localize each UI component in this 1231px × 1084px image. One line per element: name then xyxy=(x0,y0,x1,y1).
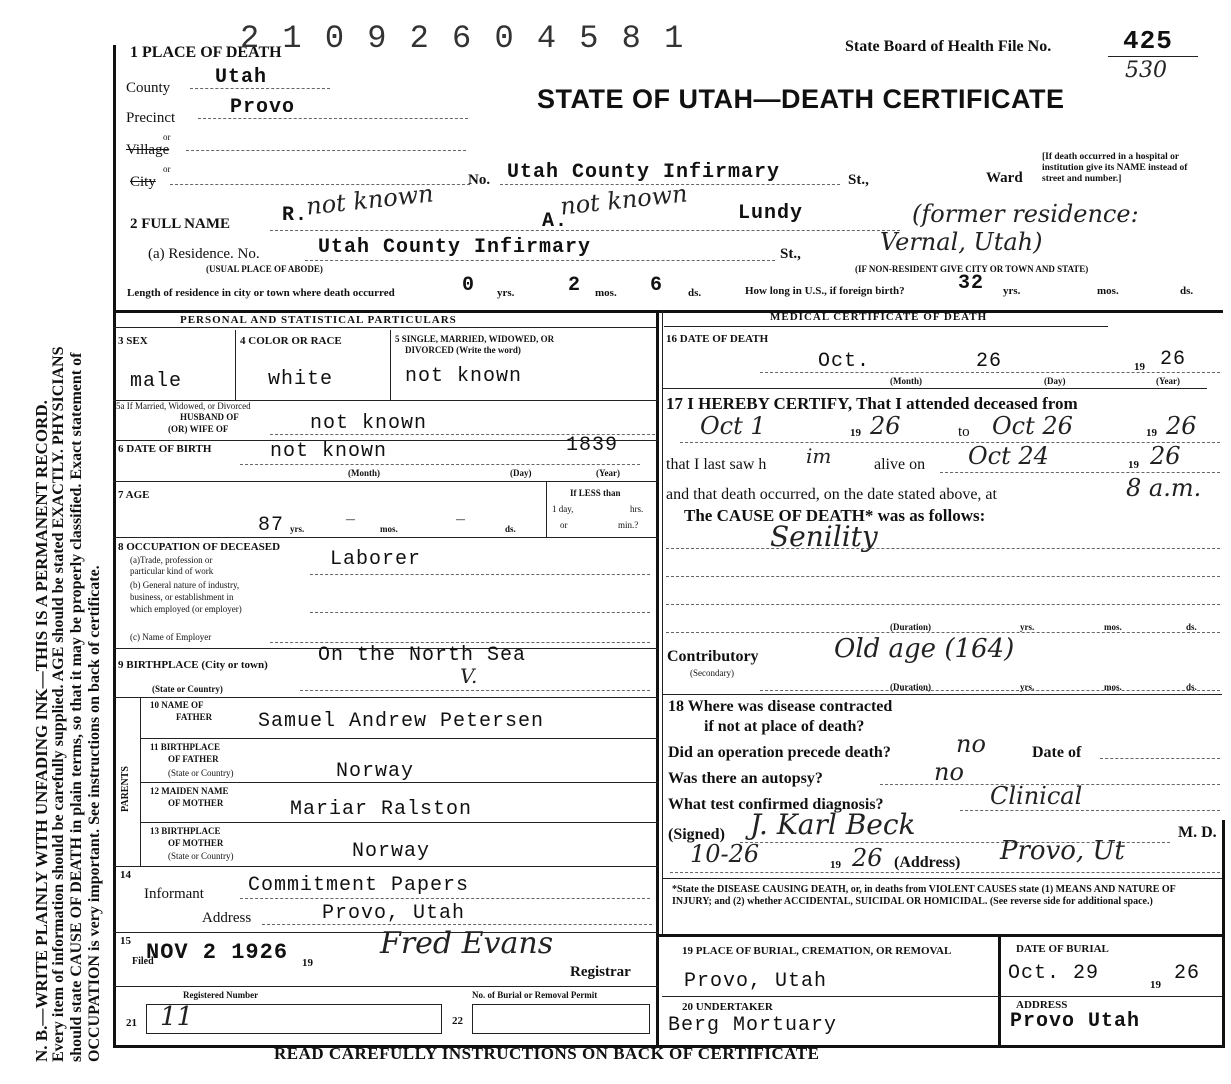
usual-abode-label: (USUAL PLACE OF ABODE) xyxy=(206,264,323,274)
spouse-label-1: 5a If Married, Widowed, or Divorced xyxy=(116,401,251,411)
file-no-label: State Board of Health File No. xyxy=(845,38,1052,55)
dob-day-label: (Day) xyxy=(510,468,532,478)
name-last: Lundy xyxy=(738,202,804,225)
mother-label-1: 12 MAIDEN NAME xyxy=(150,786,229,796)
n19c: 19 xyxy=(1128,459,1139,471)
certify-label: 17 I HEREBY CERTIFY, That I attended deceased from xyxy=(666,394,1078,413)
residence-st: St., xyxy=(780,246,801,262)
left-border xyxy=(113,45,116,1045)
spouse-label-3: (OR) WIFE OF xyxy=(168,424,229,434)
less-5: min.? xyxy=(618,520,639,530)
sex-label: 3 SEX xyxy=(118,335,148,347)
signed-year: 26 xyxy=(852,844,883,872)
howlong-label: How long in U.S., if foreign birth? xyxy=(745,285,905,297)
length-ds-l: ds. xyxy=(688,287,702,299)
burial-value: Provo, Utah xyxy=(684,970,828,993)
employer-label: (c) Name of Employer xyxy=(130,632,212,642)
name-middle: A. xyxy=(542,210,569,233)
nonresident-label: (IF NON-RESIDENT GIVE CITY OR TOWN AND STATE) xyxy=(855,264,1089,274)
autopsy-value: no xyxy=(934,758,964,786)
birthplace-value: On the North Sea xyxy=(318,644,527,667)
undertaker-address-label: ADDRESS xyxy=(1016,999,1068,1011)
sex-value: male xyxy=(130,370,183,393)
county-value: Utah xyxy=(215,66,268,89)
informant-address-value: Provo, Utah xyxy=(322,902,466,925)
n22: 22 xyxy=(452,1015,463,1027)
occ-label-3: particular kind of work xyxy=(130,566,214,576)
test-value: Clinical xyxy=(990,782,1083,810)
father-label-1: 10 NAME OF xyxy=(150,700,204,710)
side-instruction-2: Every item of information should be carefully supplied. AGE should be stated EXACTLY. PHYSICIANS xyxy=(50,346,67,1062)
dur2-mos: mos. xyxy=(1104,682,1122,692)
length-label: Length of residence in city or town where death occurred xyxy=(127,287,395,299)
or-1: or xyxy=(163,132,171,142)
last-saw-label: that I last saw h xyxy=(666,456,767,473)
dur1-yrs: yrs. xyxy=(1020,622,1035,632)
dob-label: 6 DATE OF BIRTH xyxy=(118,443,212,455)
occ-label-4: (b) General nature of industry, xyxy=(130,580,240,590)
registrar-label: Registrar xyxy=(570,964,631,980)
mother-birthplace-value: Norway xyxy=(352,840,431,863)
burial-label: 19 PLACE OF BURIAL, CREMATION, OR REMOVAL xyxy=(682,945,952,957)
less-4: or xyxy=(560,520,568,530)
attended-to: Oct 26 xyxy=(992,412,1073,440)
q18-label-1: 18 Where was disease contracted xyxy=(668,698,893,715)
medical-header: MEDICAL CERTIFICATE OF DEATH xyxy=(770,311,988,323)
n19d: 19 xyxy=(830,859,841,871)
place-street-value: Utah County Infirmary xyxy=(507,161,781,184)
birthplace-label: 9 BIRTHPLACE (City or town) xyxy=(118,659,268,671)
operation-date-label: Date of xyxy=(1032,744,1082,761)
birth-state-label: (State or Country) xyxy=(152,684,223,694)
cause-note: *State the DISEASE CAUSING DEATH, or, in deaths from VIOLENT CAUSES state (1) MEANS AND NATURE OF INJURY; and (2) whether ACCIDENTAL, SUICIDAL OR HOMICIDAL. (See reverse side for additional space.) xyxy=(672,884,1176,907)
city-label: City xyxy=(130,174,156,190)
name-first: R. xyxy=(282,204,309,227)
dob-month-label: (Month) xyxy=(348,468,380,478)
occ-label-1: 8 OCCUPATION OF DECEASED xyxy=(118,541,281,553)
to-label: to xyxy=(958,424,970,440)
dur2-yrs: yrs. xyxy=(1020,682,1035,692)
name-hand-1: not known xyxy=(304,179,435,221)
informant-label: Informant xyxy=(144,886,204,902)
spouse-label-2: HUSBAND OF xyxy=(180,412,239,422)
dod-day: 26 xyxy=(976,350,1003,373)
dob-year: 1839 xyxy=(566,434,619,457)
dob-value: not known xyxy=(270,440,388,463)
alive-on-year: 26 xyxy=(1150,442,1181,470)
street-no-label: No. xyxy=(468,172,491,188)
side-instruction-4: OCCUPATION is very important. See instructions on back of certificate. xyxy=(86,565,103,1062)
less-3: hrs. xyxy=(630,504,644,514)
footer-instructions: READ CAREFULLY INSTRUCTIONS ON BACK OF CERTIFICATE xyxy=(274,1044,820,1063)
dod-19: 19 xyxy=(1134,361,1145,373)
death-time: 8 a.m. xyxy=(1126,474,1202,502)
page-title: STATE OF UTAH—DEATH CERTIFICATE xyxy=(537,84,1065,114)
undertaker-address-value: Provo Utah xyxy=(1010,1010,1141,1033)
ward-label: Ward xyxy=(986,170,1023,186)
single-label-1: 5 SINGLE, MARRIED, WIDOWED, OR xyxy=(395,334,555,344)
or-2: or xyxy=(163,164,171,174)
signed-date: 10-26 xyxy=(690,840,760,868)
signed-address-value: Provo, Ut xyxy=(1000,836,1125,866)
side-instruction-1: N. B.—WRITE PLAINLY WITH UNFADING INK—THIS IS A PERMANENT RECORD. xyxy=(32,400,51,1062)
stamp-number: 2 1 0 9 2 6 0 4 5 8 1 xyxy=(240,20,686,57)
contributory-label: Contributory xyxy=(667,648,759,665)
dod-month-label: (Month) xyxy=(890,376,922,386)
mbirth-label-1: 13 BIRTHPLACE xyxy=(150,826,221,836)
ward-note: [If death occurred in a hospital or institution give its NAME instead of street and number.] xyxy=(1042,152,1188,184)
file-no-hand: 530 xyxy=(1125,58,1167,83)
informant-value: Commitment Papers xyxy=(248,874,470,897)
undertaker-value: Berg Mortuary xyxy=(668,1014,838,1037)
precinct-label: Precinct xyxy=(126,110,176,126)
attended-from: Oct 1 xyxy=(700,412,766,440)
us-yrs: 32 xyxy=(958,272,985,295)
informant-address-label: Address xyxy=(202,910,252,926)
operation-value: no xyxy=(956,730,986,758)
length-yrs-l: yrs. xyxy=(497,287,515,299)
spouse-value: not known xyxy=(310,412,428,435)
single-label-2: DIVORCED (Write the word) xyxy=(405,345,521,355)
us-ds-l: ds. xyxy=(1180,285,1194,297)
name-hand-3: (former residence: xyxy=(912,200,1139,228)
signed-label: (Signed) xyxy=(668,826,725,843)
dur1-mos: mos. xyxy=(1104,622,1122,632)
burial-year: 26 xyxy=(1174,962,1201,985)
attended-to-year: 26 xyxy=(1166,412,1197,440)
age-dash-2: — xyxy=(456,514,465,524)
less-2: 1 day, xyxy=(552,504,574,514)
dod-month: Oct. xyxy=(818,350,871,373)
personal-header: PERSONAL AND STATISTICAL PARTICULARS xyxy=(180,314,457,326)
birth-hand: V. xyxy=(460,664,478,688)
side-instruction-3: should state CAUSE OF DEATH in plain terms, so that it may be properly classified. Exact statement of xyxy=(68,352,85,1062)
dur2-ds: ds. xyxy=(1186,682,1197,692)
fbirth-label-2: OF FATHER xyxy=(168,754,219,764)
dod-year-label: (Year) xyxy=(1156,376,1180,386)
n21: 21 xyxy=(126,1017,137,1029)
father-value: Samuel Andrew Petersen xyxy=(258,710,545,733)
age-ds: ds. xyxy=(505,524,516,534)
burial-permit-label: No. of Burial or Removal Permit xyxy=(472,990,598,1000)
mother-value: Mariar Ralston xyxy=(290,798,473,821)
color-label: 4 COLOR OR RACE xyxy=(240,335,342,347)
name-hand-2: not known xyxy=(558,179,689,221)
dod-year: 26 xyxy=(1160,348,1187,371)
n19e: 19 xyxy=(1150,979,1161,991)
alive-on-value: Oct 24 xyxy=(968,442,1049,470)
county-label: County xyxy=(126,80,171,96)
mbirth-label-2: OF MOTHER xyxy=(168,838,224,848)
burial-permit-box xyxy=(472,1004,650,1034)
burial-date-label: DATE OF BURIAL xyxy=(1016,943,1109,955)
st-label: St., xyxy=(848,172,869,188)
age-yrs: yrs. xyxy=(290,524,305,534)
place-heading: 1 PLACE OF DEATH xyxy=(130,44,282,61)
village-label: Village xyxy=(126,142,170,158)
length-mos: 2 xyxy=(568,274,582,297)
fbirth-label-1: 11 BIRTHPLACE xyxy=(150,742,220,752)
death-occurred-label: and that death occurred, on the date stated above, at xyxy=(666,486,997,503)
contributory-secondary: (Secondary) xyxy=(690,668,734,678)
undertaker-label: 20 UNDERTAKER xyxy=(682,1001,773,1013)
filed-label: Filed xyxy=(132,956,154,967)
father-birthplace-value: Norway xyxy=(336,760,415,783)
precinct-value: Provo xyxy=(230,96,296,119)
n19a: 19 xyxy=(850,427,861,439)
autopsy-label: Was there an autopsy? xyxy=(668,770,823,787)
fbirth-label-3: (State or Country) xyxy=(168,768,234,778)
us-yrs-l: yrs. xyxy=(1003,285,1021,297)
name-hand-4: Vernal, Utah) xyxy=(880,228,1043,256)
occ-label-5: business, or establishment in xyxy=(130,592,234,602)
age-value: 87 xyxy=(258,514,285,537)
length-yrs: 0 xyxy=(462,274,476,297)
alive-on-label: alive on xyxy=(874,456,926,473)
right-border xyxy=(1222,820,1225,1045)
age-label: 7 AGE xyxy=(118,489,150,501)
n19b: 19 xyxy=(1146,427,1157,439)
occupation-value: Laborer xyxy=(330,548,422,571)
file-no-typed: 425 xyxy=(1123,26,1173,56)
filed-date: NOV 2 1926 xyxy=(146,940,289,965)
test-label: What test confirmed diagnosis? xyxy=(668,796,884,813)
physician-signature: J. Karl Beck xyxy=(750,808,916,841)
mbirth-label-3: (State or Country) xyxy=(168,851,234,861)
full-name-label: 2 FULL NAME xyxy=(130,216,231,232)
regnum-value: 11 xyxy=(160,1002,194,1032)
dod-label: 16 DATE OF DEATH xyxy=(666,333,769,345)
informant-num: 14 xyxy=(120,869,131,881)
filed-num: 15 xyxy=(120,935,131,947)
occ-label-2: (a)Trade, profession or xyxy=(130,555,213,565)
q18-label-2: if not at place of death? xyxy=(704,718,865,735)
signed-address-label: (Address) xyxy=(894,854,961,871)
cause-value: Senility xyxy=(770,520,878,553)
residence-label: (a) Residence. No. xyxy=(148,246,260,262)
residence-value: Utah County Infirmary xyxy=(318,236,592,259)
length-ds: 6 xyxy=(650,274,664,297)
filed-19: 19 xyxy=(302,957,313,969)
registrar-signature: Fred Evans xyxy=(380,926,554,961)
dur1-ds: ds. xyxy=(1186,622,1197,632)
parents-label: PARENTS xyxy=(120,766,131,812)
age-mos: mos. xyxy=(380,524,398,534)
operation-label: Did an operation precede death? xyxy=(668,744,891,761)
length-mos-l: mos. xyxy=(595,287,617,299)
duration-label-2: (Duration) xyxy=(890,682,931,692)
us-mos-l: mos. xyxy=(1097,285,1119,297)
dob-year-label: (Year) xyxy=(596,468,620,478)
md-label: M. D. xyxy=(1178,824,1217,841)
mother-label-2: OF MOTHER xyxy=(168,798,224,808)
attended-from-year: 26 xyxy=(870,412,901,440)
duration-label-1: (Duration) xyxy=(890,622,931,632)
dod-day-label: (Day) xyxy=(1044,376,1066,386)
color-value: white xyxy=(268,368,334,391)
last-saw-hand: im xyxy=(806,444,832,468)
age-dash-1: — xyxy=(346,514,355,524)
less-1: If LESS than xyxy=(570,488,621,498)
cause-label: The CAUSE OF DEATH* was as follows: xyxy=(684,506,986,525)
occ-label-6: which employed (or employer) xyxy=(130,604,242,614)
burial-date-value: Oct. 29 xyxy=(1008,962,1100,985)
contributory-value: Old age (164) xyxy=(834,634,1015,664)
father-label-2: FATHER xyxy=(176,712,213,722)
regnum-label: Registered Number xyxy=(183,990,259,1000)
single-value: not known xyxy=(405,365,523,388)
